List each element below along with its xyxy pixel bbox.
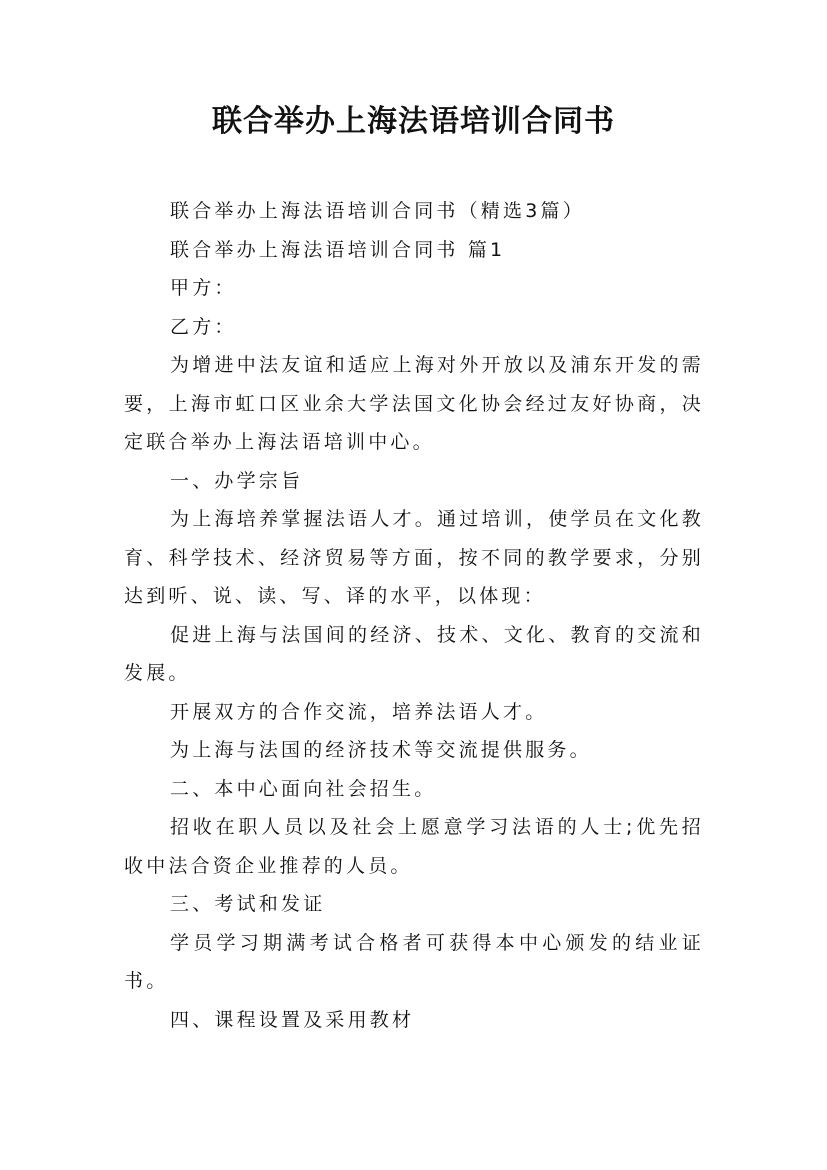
paragraph-intro: 为增进中法友谊和适应上海对外开放以及浦东开发的需要，上海市虹口区业余大学法国文化协会经过友好协商，决定联合举办上海法语培训中心。 xyxy=(124,354,704,453)
heading-purpose: 一、办学宗旨 xyxy=(170,469,304,492)
heading-enrollment: 二、本中心面向社会招生。 xyxy=(170,777,437,800)
document-title: 联合举办上海法语培训合同书 xyxy=(212,104,615,139)
paragraph-party-b: 乙方： xyxy=(170,315,237,338)
paragraph-exchange: 促进上海与法国间的经济、技术、文化、教育的交流和发展。 xyxy=(124,623,704,684)
heading-exam: 三、考试和发证 xyxy=(170,893,326,915)
paragraph-purpose: 为上海培养掌握法语人才。通过培训，使学员在文化教育、科学技术、经济贸易等方面，按不同的教学要求，分别达到听、说、读、写、译的水平，以体现： xyxy=(124,508,704,607)
paragraph-exam: 学员学习期满考试合格者可获得本中心颁发的结业证书。 xyxy=(124,931,704,992)
paragraph-section-heading: 联合举办上海法语培训合同书 篇1 xyxy=(170,238,506,261)
document-body xyxy=(124,192,704,1039)
paragraph-party-a: 甲方： xyxy=(170,277,237,299)
paragraph-subtitle: 联合举办上海法语培训合同书（精选3篇） xyxy=(170,200,585,222)
paragraph-enrollment: 招收在职人员以及社会上愿意学习法语的人士;优先招收中法合资企业推荐的人员。 xyxy=(124,816,704,877)
paragraph-cooperation: 开展双方的合作交流，培养法语人才。 xyxy=(170,700,548,723)
paragraph-services: 为上海与法国的经济技术等交流提供服务。 xyxy=(170,739,592,761)
heading-curriculum: 四、课程设置及采用教材 xyxy=(170,1008,415,1031)
